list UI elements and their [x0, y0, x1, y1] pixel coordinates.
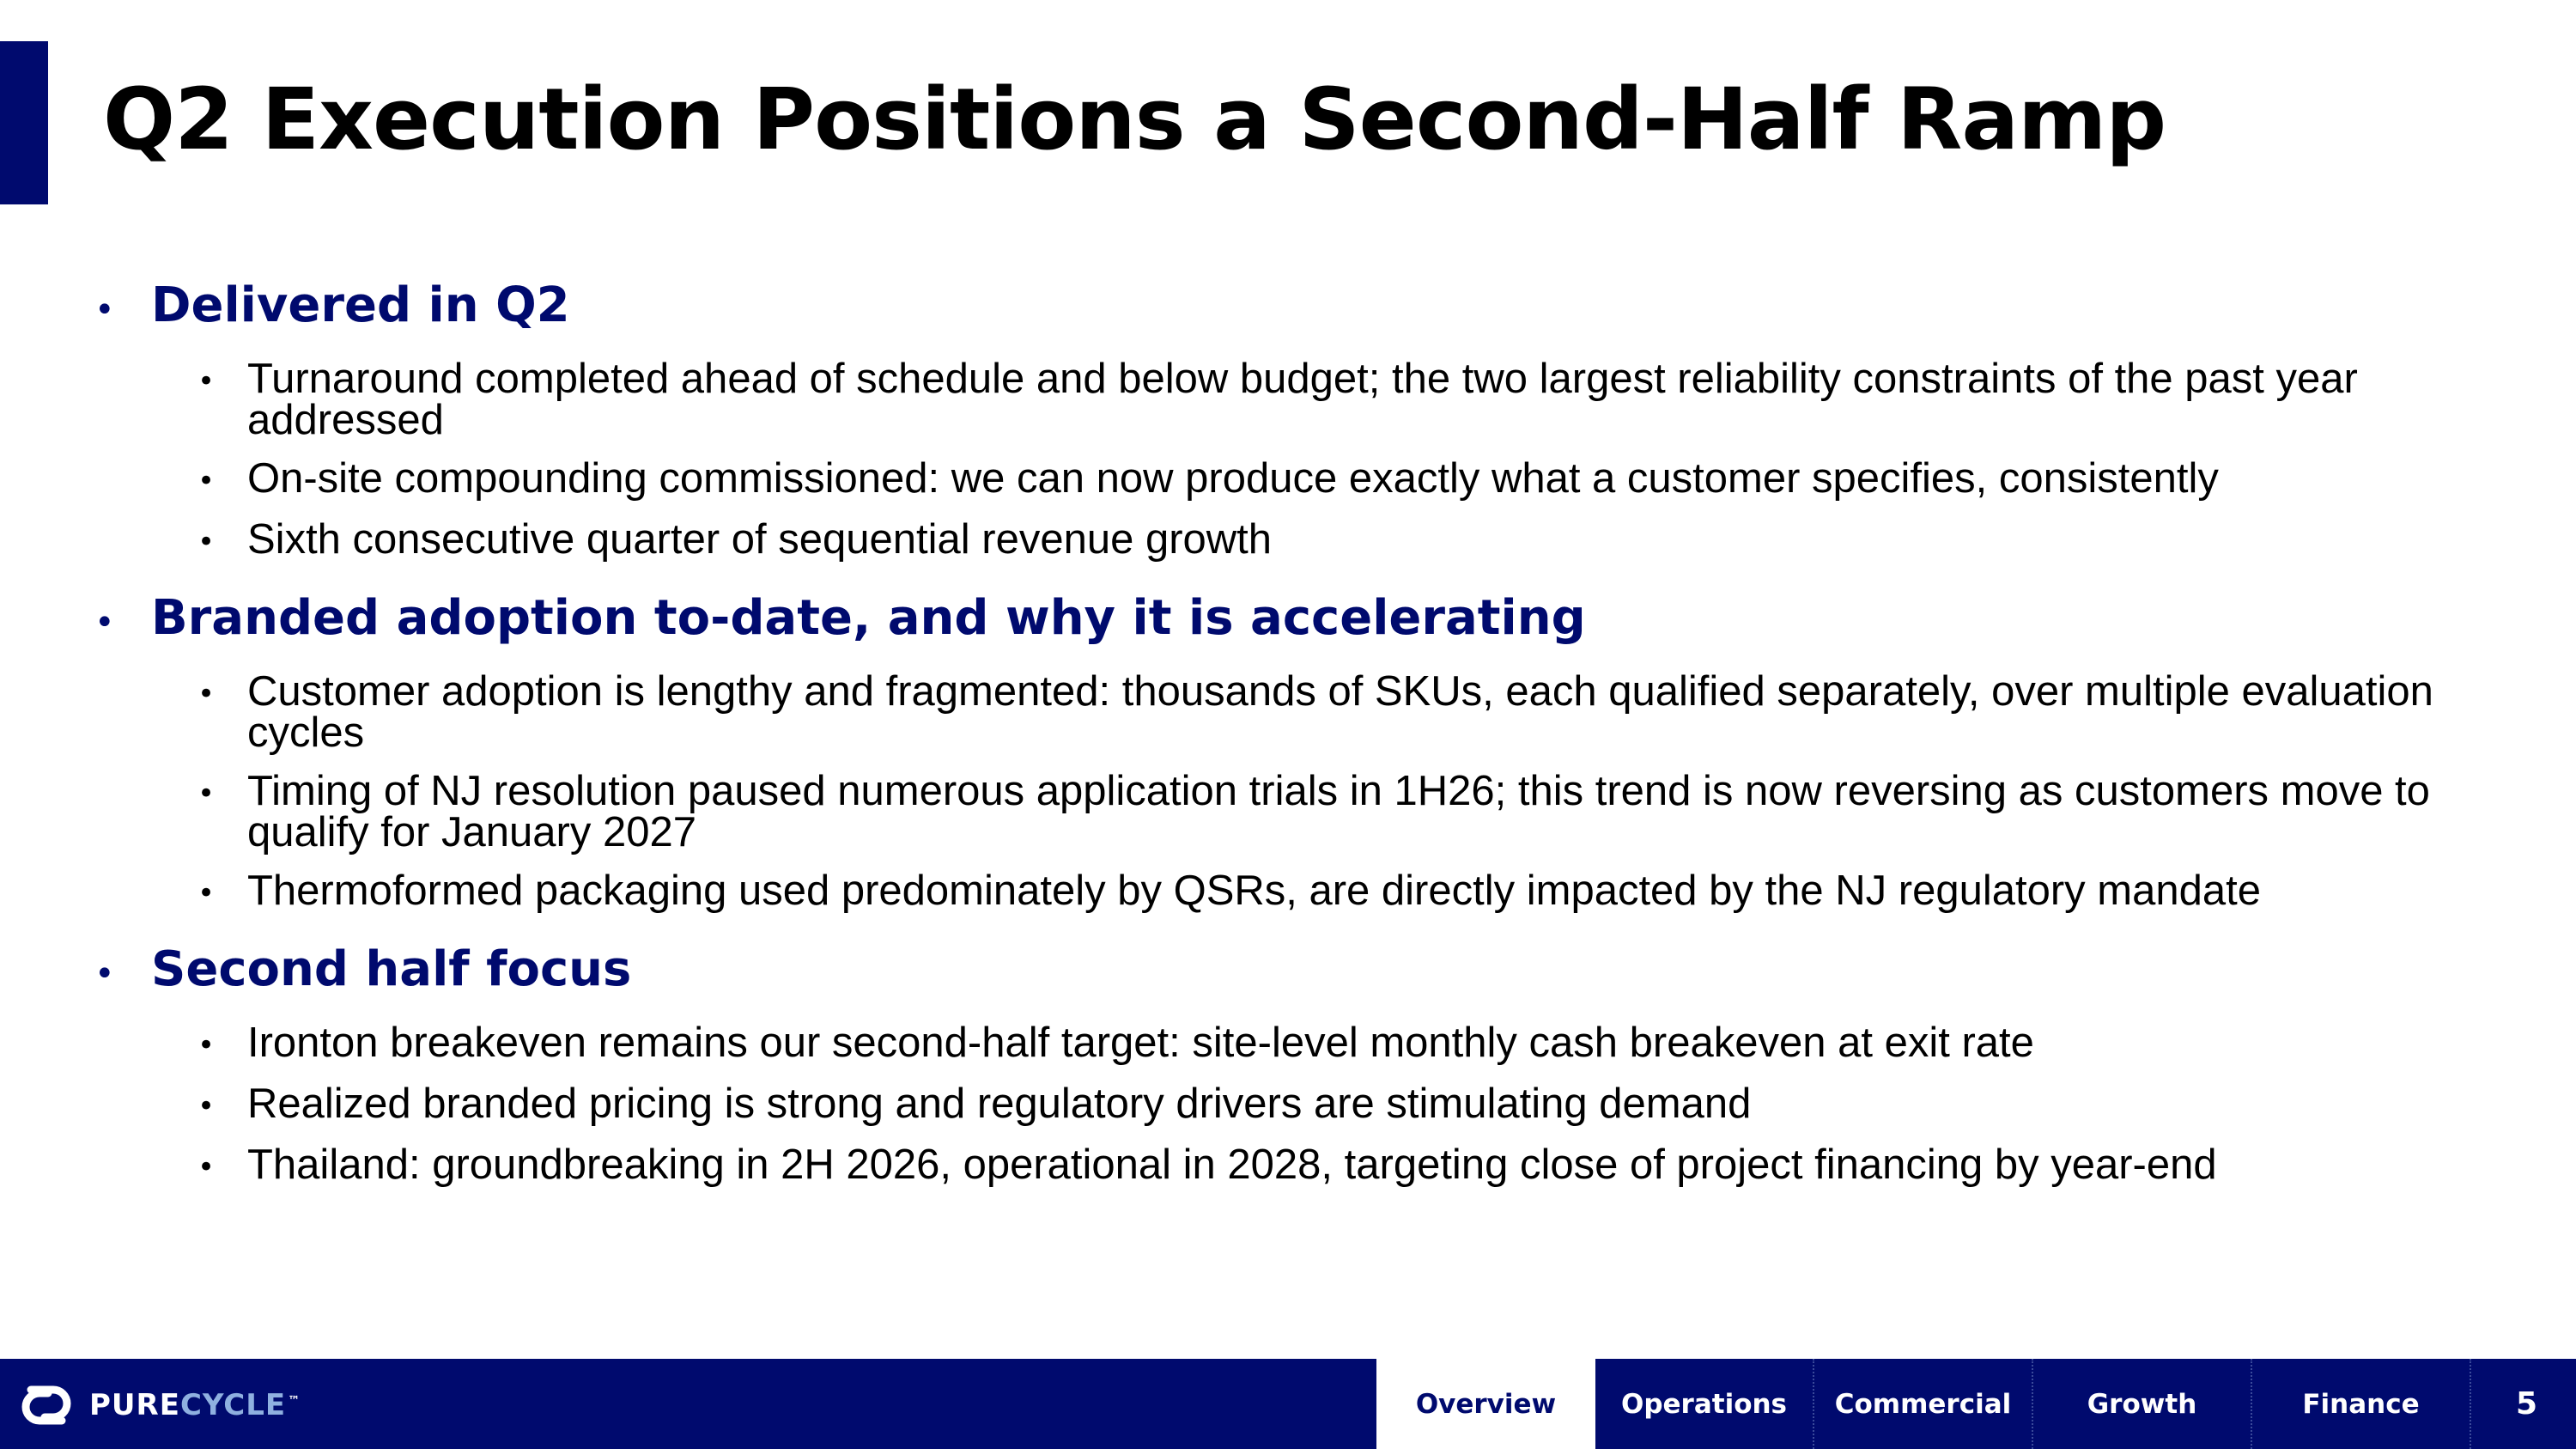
tab-growth[interactable]: Growth [2033, 1359, 2252, 1449]
purecycle-logo [19, 1381, 301, 1429]
list-item-text: Timing of NJ resolution paused numerous application trials in 1H26; this trend is now reversing as customers move to qualify for January 2027 [247, 768, 2430, 855]
list-item [197, 455, 2524, 502]
section-heading-row [94, 935, 2524, 1005]
list-item-text: Sixth consecutive quarter of sequential revenue growth [247, 516, 1273, 563]
logo-trademark: ™ [288, 1393, 301, 1408]
purecycle-logo-icon [19, 1381, 74, 1429]
bullet-icon: • [94, 954, 115, 994]
logo-wordmark-pure: PURE [89, 1388, 180, 1422]
list-item [197, 1022, 2524, 1066]
slide-content [94, 271, 2524, 1209]
bullet-icon: • [197, 876, 216, 910]
tab-commercial[interactable]: Commercial [1814, 1359, 2033, 1449]
list-item [197, 870, 2524, 914]
section-heading-row [94, 271, 2524, 341]
logo-wordmark [89, 1388, 301, 1422]
tab-finance[interactable]: Finance [2252, 1359, 2471, 1449]
list-item [197, 668, 2524, 756]
tab-overview[interactable]: Overview [1376, 1359, 1595, 1449]
list-item-text: Ironton breakeven remains our second-half target: site-level monthly cash breakeven at exit rate [247, 1020, 2034, 1066]
bullet-list [94, 358, 2524, 563]
bullet-icon: • [197, 1089, 216, 1123]
list-item [197, 1083, 2524, 1127]
list-item [197, 770, 2524, 853]
section-delivered [94, 271, 2524, 563]
section-nav [1376, 1359, 2471, 1449]
list-item [197, 1144, 2524, 1188]
bullet-icon: • [94, 290, 115, 330]
bullet-icon: • [197, 525, 216, 559]
logo-wordmark-cycle: CYCLE [179, 1388, 287, 1422]
list-item-text: Thailand: groundbreaking in 2H 2026, operational in 2028, targeting close of project financing by year-end [247, 1142, 2217, 1188]
list-item-text: Realized branded pricing is strong and regulatory drivers are stimulating demand [247, 1081, 1752, 1127]
list-item [197, 358, 2524, 441]
bullet-icon: • [197, 464, 216, 498]
bullet-icon: • [197, 1028, 216, 1062]
list-item-text: Customer adoption is lengthy and fragmented: thousands of SKUs, each qualified separately, over multiple evaluation cycles [247, 668, 2433, 756]
title-accent-bar [0, 41, 48, 204]
list-item-text: On-site compounding commissioned: we can now produce exactly what a customer specifies, consistently [247, 455, 2219, 502]
section-heading: Branded adoption to-date, and why it is accelerating [151, 590, 1586, 646]
section-heading: Second half focus [151, 941, 632, 997]
page-number: 5 [2515, 1386, 2538, 1422]
bullet-list [94, 668, 2524, 914]
section-heading-row [94, 583, 2524, 654]
list-item [197, 516, 2524, 563]
slide-title: Q2 Execution Positions a Second-Half Ramp [103, 70, 2166, 169]
section-second-half-focus [94, 935, 2524, 1188]
bullet-icon: • [94, 603, 115, 642]
bullet-icon: • [197, 1150, 216, 1184]
list-item-text: Thermoformed packaging used predominately by QSRs, are directly impacted by the NJ regulatory mandate [247, 868, 2261, 914]
bullet-icon: • [197, 776, 216, 811]
section-branded-adoption [94, 583, 2524, 914]
tab-operations[interactable]: Operations [1595, 1359, 1814, 1449]
bullet-icon: • [197, 677, 216, 711]
bullet-icon: • [197, 364, 216, 399]
list-item-text: Turnaround completed ahead of schedule and below budget; the two largest reliability constraints of the past year addressed [247, 356, 2358, 443]
footer-bar [0, 1359, 2576, 1449]
section-heading: Delivered in Q2 [151, 277, 570, 333]
bullet-list [94, 1022, 2524, 1188]
